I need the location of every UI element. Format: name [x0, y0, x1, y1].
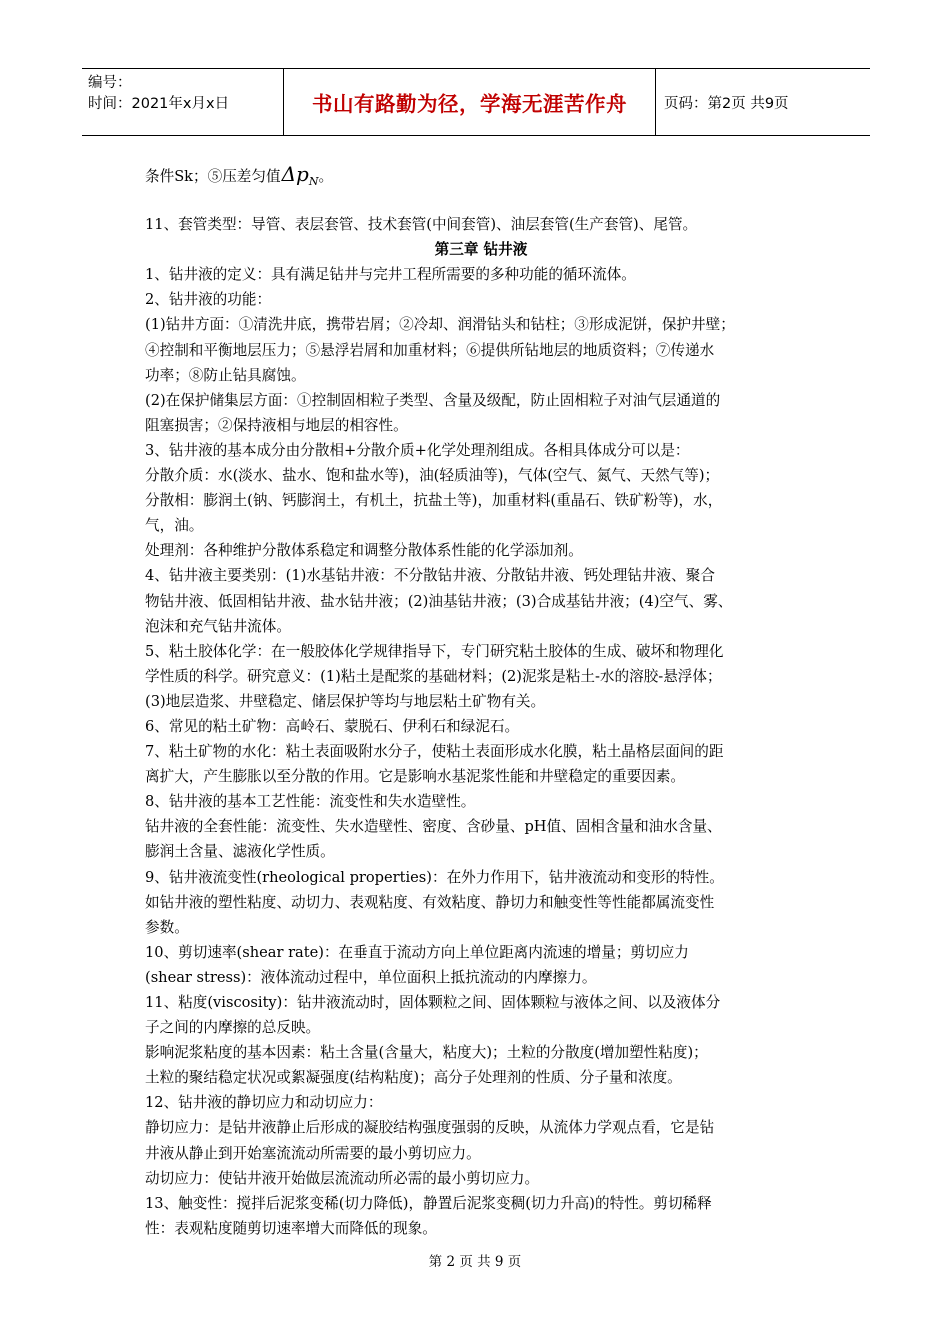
text-line: (1)钻井方面：①清洗井底，携带岩屑；②冷却、润滑钻头和钻柱；③形成泥饼，保护井壁； [145, 316, 735, 334]
text-line: 静切应力：是钻井液静止后形成的凝胶结构强度强弱的反映，从流体力学观点看，它是钻 [145, 1119, 715, 1137]
text-line: 6、常见的粘土矿物：高岭石、蒙脱石、伊利石和绿泥石。 [145, 717, 520, 735]
text-line: 2、钻井液的功能： [145, 291, 272, 309]
text-line: 11、粘度(viscosity)：钻井液流动时，固体颗粒之间、固体颗粒与液体之间、以及液体分 [145, 994, 721, 1011]
delta-p-formula: $\Delta p_N$ [281, 162, 319, 188]
text-line: 气，油。 [145, 517, 204, 535]
doc-number-label: 编号： [88, 75, 132, 91]
text-line: (shear stress)：液体流动过程中，单位面积上抵抗流动的内摩擦力。 [145, 968, 597, 986]
doc-date: 时间：2021年x月x日 [88, 96, 230, 112]
text-line: 如钻井液的塑性粘度、动切力、表观粘度、有效粘度、静切力和触变性等性能都属流变性 [145, 893, 715, 911]
text-line: 4、钻井液主要类别：(1)水基钻井液：不分散钻井液、分散钻井液、钙处理钻井液、聚合 [145, 567, 715, 585]
text-line: 离扩大，产生膨胀以至分散的作用。它是影响水基泥浆性能和井壁稳定的重要因素。 [145, 768, 685, 786]
text-line: 8、钻井液的基本工艺性能：流变性和失水造壁性。 [145, 793, 476, 811]
text-line: 9、钻井液流变性(rheological properties)：在外力作用下，钻井液流动和变形的特性。 [145, 868, 724, 886]
text-line: 5、粘土胶体化学：在一般胶体化学规律指导下，专门研究粘土胶体的生成、破坏和物理化 [145, 642, 724, 660]
text-line: 学性质的科学。研究意义：(1)粘土是配浆的基础材料；(2)泥浆是粘土-水的溶胶-悬浮体； [145, 667, 722, 685]
text-line: 分散相：膨润土(钠、钙膨润土，有机土，抗盐土等)，加重材料(重晶石、铁矿粉等)，水， [145, 492, 723, 510]
text-line: 子之间的内摩擦的总反映。 [145, 1019, 321, 1037]
text-line: 影响泥浆粘度的基本因素：粘土含量(含量大，粘度大)；土粒的分散度(增加塑性粘度)； [145, 1044, 708, 1062]
text-line: 3、钻井液的基本成分由分散相+分散介质+化学处理剂组成。各相具体成分可以是： [145, 441, 690, 459]
text-line: 10、剪切速率(shear rate)：在垂直于流动方向上单位距离内流速的增量；剪切应力 [145, 943, 689, 961]
text-line: 井液从静止到开始塞流流动所需要的最小剪切应力。 [145, 1144, 481, 1162]
text-line: 泡沫和充气钻井流体。 [145, 617, 291, 635]
text-line: 性：表观粘度随剪切速率增大而降低的现象。 [145, 1219, 437, 1237]
text-line: 11、套管类型：导管、表层套管、技术套管(中间套管)、油层套管(生产套管)、尾管。 [145, 216, 698, 234]
text-line: 动切应力：使钻井液开始做层流流动所必需的最小剪切应力。 [145, 1169, 540, 1187]
text-line: 土粒的聚结稳定状况或絮凝强度(结构粘度)；高分子处理剂的性质、分子量和浓度。 [145, 1069, 682, 1087]
text-line: 1、钻井液的定义：具有满足钻井与完井工程所需要的多种功能的循环流体。 [145, 266, 636, 284]
header-page-code: 页码：第2页 共9页 [664, 95, 789, 112]
text-line: 12、钻井液的静切应力和动切应力： [145, 1094, 383, 1112]
text-line: 阻塞损害；②保持液相与地层的相容性。 [145, 416, 408, 434]
page-header [82, 68, 870, 136]
text-line: 功率；⑧防止钻具腐蚀。 [145, 366, 306, 384]
text-line: 钻井液的全套性能：流变性、失水造壁性、密度、含砂量、pH值、固相含量和油水含量、 [145, 818, 722, 836]
document-body [145, 162, 817, 1241]
text-line: 处理剂：各种维护分散体系稳定和调整分散体系性能的化学添加剂。 [145, 542, 583, 560]
text-line: 7、粘土矿物的水化：粘土表面吸附水分子，使粘土表面形成水化膜，粘土晶格层面间的距 [145, 743, 724, 761]
text-line: 物钻井液、低固相钻井液、盐水钻井液；(2)油基钻井液；(3)合成基钻井液；(4)空气、雾、 [145, 592, 733, 610]
text-line: 参数。 [145, 918, 189, 936]
header-meta [82, 69, 284, 135]
text-line: 条件Sk；⑤压差匀值$\Delta p_N$。 [145, 162, 334, 188]
text-line: 分散介质：水(淡水、盐水、饱和盐水等)，油(轻质油等)，气体(空气、氮气、天然气等)； [145, 467, 720, 485]
page-footer: 第 2 页 共 9 页 [428, 1254, 522, 1270]
text-line: ④控制和平衡地层压力；⑤悬浮岩屑和加重材料；⑥提供所钻地层的地质资料；⑦传递水 [145, 341, 715, 359]
header-motto: 书山有路勤为径，学海无涯苦作舟 [284, 69, 656, 135]
text-line: 13、触变性：搅拌后泥浆变稀(切力降低)，静置后泥浆变稠(切力升高)的特性。剪切稀释 [145, 1194, 712, 1212]
text-line: 膨润土含量、滤液化学性质。 [145, 843, 335, 861]
chapter-title: 第三章 钻井液 [434, 241, 528, 259]
text-line: (2)在保护储集层方面：①控制固相粒子类型、含量及级配，防止固相粒子对油气层通道的 [145, 391, 721, 409]
text-line: (3)地层造浆、井壁稳定、储层保护等均与地层粘土矿物有关。 [145, 692, 546, 710]
